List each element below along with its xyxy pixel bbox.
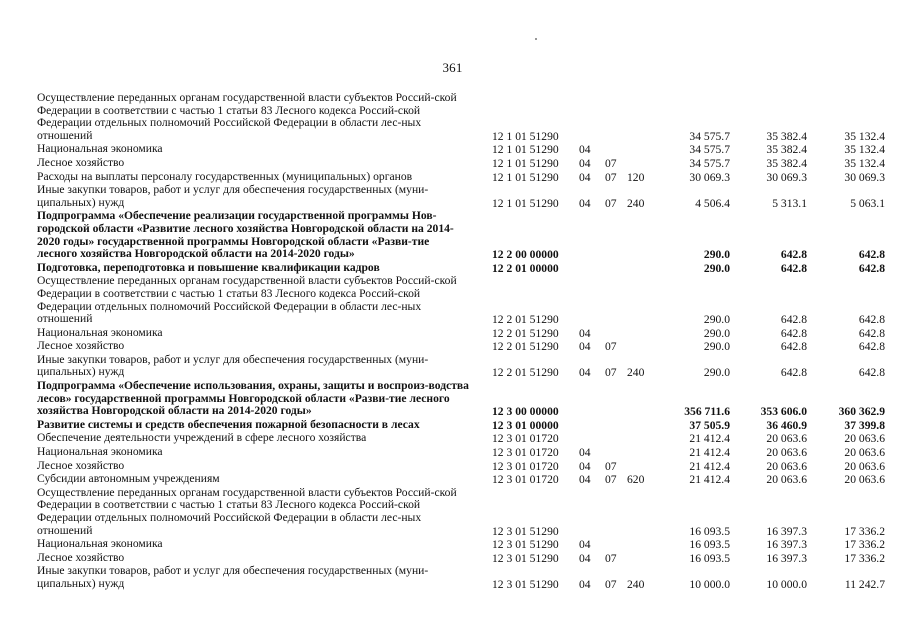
amount-year-2: 20 063.6 bbox=[766, 459, 807, 473]
subsection-code bbox=[605, 92, 627, 143]
row-name: Иные закупки товаров, работ и услуг для обеспечения государственных (муни-ципальных) нужд bbox=[37, 352, 429, 379]
amount-year-2: 16 397.3 bbox=[766, 524, 807, 538]
target-article-code: 12 2 01 51290 bbox=[492, 313, 559, 327]
subsection-code: 07 bbox=[605, 459, 617, 473]
subsection-code: 07 bbox=[605, 577, 617, 591]
amount-year-3: 20 063.6 bbox=[844, 459, 885, 473]
table-row bbox=[37, 432, 885, 446]
scan-speck bbox=[535, 38, 537, 40]
amount-year-1: 290.0 bbox=[703, 340, 730, 354]
amount-year-3: 642.8 bbox=[858, 313, 885, 327]
amount-year-1: 21 412.4 bbox=[689, 473, 730, 487]
section-code: 04 bbox=[579, 170, 591, 184]
amount-year-3: 20 063.6 bbox=[844, 473, 885, 487]
expense-type-code bbox=[627, 340, 655, 354]
section-code: 04 bbox=[579, 446, 591, 460]
row-name: Лесное хозяйство bbox=[37, 339, 125, 353]
amount-year-3: 35 132.4 bbox=[844, 129, 885, 143]
table-row bbox=[37, 354, 885, 380]
amount-year-1: 16 093.5 bbox=[689, 551, 730, 565]
target-article-code: 12 1 01 51290 bbox=[492, 143, 559, 157]
subsection-code: 07 bbox=[605, 551, 617, 565]
target-article-code: 12 1 01 51290 bbox=[492, 129, 559, 143]
expense-type-code: 620 bbox=[627, 473, 645, 487]
section-code bbox=[579, 262, 605, 276]
amount-year-3: 642.8 bbox=[858, 261, 885, 275]
amount-year-2: 642.8 bbox=[780, 366, 807, 380]
section-code bbox=[579, 210, 605, 261]
row-name: Национальная экономика bbox=[37, 537, 163, 551]
row-name: Расходы на выплаты персоналу государственных (муниципальных) органов bbox=[37, 169, 413, 183]
section-code: 04 bbox=[579, 340, 591, 354]
subsection-code bbox=[605, 262, 627, 276]
section-code: 04 bbox=[579, 366, 591, 380]
amount-year-1: 34 575.7 bbox=[689, 129, 730, 143]
table-row bbox=[37, 565, 885, 591]
subsection-code bbox=[605, 432, 627, 446]
table-row bbox=[37, 552, 885, 566]
amount-year-3: 11 242.7 bbox=[844, 577, 885, 591]
table-row bbox=[37, 460, 885, 474]
expense-type-code: 240 bbox=[627, 196, 645, 210]
target-article-code: 12 3 01 51290 bbox=[492, 551, 559, 565]
amount-year-3: 360 362.9 bbox=[838, 405, 885, 419]
table-row bbox=[37, 275, 885, 326]
amount-year-3: 5 063.1 bbox=[850, 196, 885, 210]
subsection-code bbox=[605, 143, 627, 157]
amount-year-1: 34 575.7 bbox=[689, 143, 730, 157]
amount-year-2: 642.8 bbox=[780, 340, 807, 354]
expense-type-code bbox=[627, 446, 655, 460]
amount-year-1: 21 412.4 bbox=[689, 459, 730, 473]
amount-year-1: 290.0 bbox=[703, 261, 730, 275]
amount-year-3: 642.8 bbox=[858, 340, 885, 354]
row-name: Осуществление переданных органам государственной власти субъектов Россий-ской Федерации в соответствии с частью 1 статьи 83 Лесного кодекса Россий-ской Федерации отдельных полномочий Российской Федерации в области лес-ных отношений bbox=[37, 91, 457, 142]
target-article-code: 12 1 01 51290 bbox=[492, 156, 559, 170]
expense-type-code: 240 bbox=[627, 366, 645, 380]
amount-year-3: 17 336.2 bbox=[844, 524, 885, 538]
table-row bbox=[37, 210, 885, 261]
subsection-code bbox=[605, 446, 627, 460]
amount-year-1: 16 093.5 bbox=[689, 538, 730, 552]
subsection-code: 07 bbox=[605, 156, 617, 170]
target-article-code: 12 3 01 01720 bbox=[492, 446, 559, 460]
amount-year-2: 35 382.4 bbox=[766, 129, 807, 143]
expense-type-code bbox=[627, 143, 655, 157]
amount-year-3: 30 069.3 bbox=[844, 170, 885, 184]
expense-type-code bbox=[627, 460, 655, 474]
target-article-code: 12 3 01 01720 bbox=[492, 473, 559, 487]
section-code: 04 bbox=[579, 551, 591, 565]
target-article-code: 12 3 01 01720 bbox=[492, 432, 559, 446]
row-name: Обеспечение деятельности учреждений в сфере лесного хозяйства bbox=[37, 431, 367, 445]
amount-year-3: 17 336.2 bbox=[844, 551, 885, 565]
subsection-code bbox=[605, 327, 627, 341]
amount-year-2: 10 000.0 bbox=[766, 577, 807, 591]
expense-type-code: 240 bbox=[627, 577, 645, 591]
expense-type-code bbox=[627, 275, 655, 326]
amount-year-1: 16 093.5 bbox=[689, 524, 730, 538]
table-row bbox=[37, 419, 885, 433]
amount-year-3: 20 063.6 bbox=[844, 446, 885, 460]
row-name: Национальная экономика bbox=[37, 325, 163, 339]
row-name: Осуществление переданных органам государственной власти субъектов Россий-ской Федерации в соответствии с частью 1 статьи 83 Лесного кодекса Россий-ской Федерации отдельных полномочий Российской Федерации в области лес-ных отношений bbox=[37, 274, 457, 326]
table-row bbox=[37, 184, 885, 210]
table-row bbox=[37, 538, 885, 552]
section-code bbox=[579, 419, 605, 433]
amount-year-3: 35 132.4 bbox=[844, 143, 885, 157]
amount-year-1: 290.0 bbox=[703, 326, 730, 340]
amount-year-2: 35 382.4 bbox=[766, 156, 807, 170]
amount-year-2: 353 606.0 bbox=[760, 405, 807, 419]
subsection-code bbox=[605, 210, 627, 261]
row-name: Лесное хозяйство bbox=[37, 155, 125, 169]
amount-year-1: 290.0 bbox=[703, 248, 730, 262]
expense-type-code bbox=[627, 419, 655, 433]
section-code: 04 bbox=[579, 473, 591, 487]
target-article-code: 12 2 01 51290 bbox=[492, 366, 559, 380]
page-number: 361 bbox=[442, 60, 463, 75]
table-row bbox=[37, 340, 885, 354]
amount-year-3: 642.8 bbox=[858, 326, 885, 340]
amount-year-2: 5 313.1 bbox=[772, 196, 807, 210]
amount-year-1: 21 412.4 bbox=[689, 432, 730, 446]
amount-year-1: 10 000.0 bbox=[689, 577, 730, 591]
section-code bbox=[579, 432, 605, 446]
section-code bbox=[579, 487, 605, 538]
target-article-code: 12 3 01 51290 bbox=[492, 524, 559, 538]
section-code: 04 bbox=[579, 143, 591, 157]
row-name: Иные закупки товаров, работ и услуг для обеспечения государственных (муни-ципальных) нужд bbox=[37, 183, 429, 209]
amount-year-2: 20 063.6 bbox=[766, 432, 807, 446]
amount-year-3: 35 132.4 bbox=[844, 156, 885, 170]
subsection-code: 07 bbox=[605, 340, 617, 354]
amount-year-1: 356 711.6 bbox=[684, 405, 730, 419]
amount-year-2: 642.8 bbox=[780, 313, 807, 327]
row-name: Национальная экономика bbox=[37, 142, 163, 156]
amount-year-2: 642.8 bbox=[780, 261, 807, 275]
section-code bbox=[579, 380, 605, 419]
table-row bbox=[37, 327, 885, 341]
table-row bbox=[37, 143, 885, 157]
subsection-code bbox=[605, 487, 627, 538]
target-article-code: 12 2 00 00000 bbox=[492, 248, 559, 262]
amount-year-1: 290.0 bbox=[703, 366, 730, 380]
target-article-code: 12 3 01 51290 bbox=[492, 577, 559, 591]
amount-year-2: 35 382.4 bbox=[766, 143, 807, 157]
expense-type-code bbox=[627, 552, 655, 566]
target-article-code: 12 1 01 51290 bbox=[492, 170, 559, 184]
row-name: Развитие системы и средств обеспечения пожарной безопасности в лесах bbox=[37, 417, 420, 431]
amount-year-3: 642.8 bbox=[858, 366, 885, 380]
row-name: Подпрограмма «Обеспечение использования, охраны, защиты и воспроиз-водства лесов» государственной программы Новгородской области «Разви-тие лесного хозяйства Новгородской области на 2014-2020 годы» bbox=[37, 379, 469, 418]
expense-type-code bbox=[627, 157, 655, 171]
table-row bbox=[37, 446, 885, 460]
table-row bbox=[37, 92, 885, 143]
section-code: 04 bbox=[579, 459, 591, 473]
target-article-code: 12 3 01 51290 bbox=[492, 538, 559, 552]
section-code: 04 bbox=[579, 196, 591, 210]
expense-type-code bbox=[627, 262, 655, 276]
amount-year-2: 642.8 bbox=[780, 326, 807, 340]
amount-year-2: 20 063.6 bbox=[766, 473, 807, 487]
expense-type-code bbox=[627, 92, 655, 143]
expense-type-code: 120 bbox=[627, 170, 645, 184]
target-article-code: 12 1 01 51290 bbox=[492, 196, 559, 210]
expense-type-code bbox=[627, 327, 655, 341]
row-name: Подготовка, переподготовка и повышение квалификации кадров bbox=[37, 260, 380, 274]
section-code: 04 bbox=[579, 577, 591, 591]
amount-year-2: 30 069.3 bbox=[766, 170, 807, 184]
row-name: Подпрограмма «Обеспечение реализации государственной программы Нов-городской области «Развитие лесного хозяйства Новгородской области на 2014-2020 годы» государственной программы Новгородской области «Разви-тие лесного хозяйства Новгородской области на 2014-2020 годы» bbox=[37, 209, 454, 261]
subsection-code bbox=[605, 380, 627, 419]
amount-year-3: 20 063.6 bbox=[844, 432, 885, 446]
amount-year-3: 37 399.8 bbox=[844, 418, 885, 432]
amount-year-1: 21 412.4 bbox=[689, 446, 730, 460]
section-code: 04 bbox=[579, 156, 591, 170]
amount-year-1: 4 506.4 bbox=[695, 196, 730, 210]
amount-year-1: 34 575.7 bbox=[689, 156, 730, 170]
subsection-code bbox=[605, 538, 627, 552]
section-code: 04 bbox=[579, 538, 591, 552]
amount-year-2: 642.8 bbox=[780, 248, 807, 262]
amount-year-1: 37 505.9 bbox=[689, 418, 730, 432]
target-article-code: 12 3 01 01720 bbox=[492, 459, 559, 473]
section-code bbox=[579, 92, 605, 143]
amount-year-3: 17 336.2 bbox=[844, 538, 885, 552]
amount-year-2: 36 460.9 bbox=[766, 418, 807, 432]
subsection-code bbox=[605, 419, 627, 433]
amount-year-2: 16 397.3 bbox=[766, 538, 807, 552]
subsection-code: 07 bbox=[605, 196, 617, 210]
row-name: Лесное хозяйство bbox=[37, 550, 125, 564]
expense-type-code bbox=[627, 210, 655, 261]
expense-type-code bbox=[627, 432, 655, 446]
budget-table bbox=[37, 92, 885, 592]
row-name: Субсидии автономным учреждениям bbox=[37, 472, 220, 486]
expense-type-code bbox=[627, 487, 655, 538]
amount-year-1: 290.0 bbox=[703, 313, 730, 327]
target-article-code: 12 2 01 51290 bbox=[492, 340, 559, 354]
table-row bbox=[37, 171, 885, 185]
expense-type-code bbox=[627, 380, 655, 419]
subsection-code: 07 bbox=[605, 170, 617, 184]
subsection-code: 07 bbox=[605, 473, 617, 487]
amount-year-1: 30 069.3 bbox=[689, 170, 730, 184]
table-row bbox=[37, 380, 885, 419]
table-body bbox=[37, 92, 885, 592]
subsection-code: 07 bbox=[605, 366, 617, 380]
expense-type-code bbox=[627, 538, 655, 552]
row-name: Иные закупки товаров, работ и услуг для обеспечения государственных (муни-ципальных) нужд bbox=[37, 564, 429, 590]
target-article-code: 12 2 01 51290 bbox=[492, 326, 559, 340]
section-code: 04 bbox=[579, 326, 591, 340]
section-code bbox=[579, 275, 605, 326]
row-name: Осуществление переданных органам государственной власти субъектов Россий-ской Федерации в соответствии с частью 1 статьи 83 Лесного кодекса Россий-ской Федерации отдельных полномочий Российской Федерации в области лес-ных отношений bbox=[37, 485, 457, 537]
amount-year-2: 20 063.6 bbox=[766, 446, 807, 460]
row-name: Лесное хозяйство bbox=[37, 458, 125, 472]
subsection-code bbox=[605, 275, 627, 326]
amount-year-3: 642.8 bbox=[858, 248, 885, 262]
table-row bbox=[37, 157, 885, 171]
table-row bbox=[37, 473, 885, 487]
row-name: Национальная экономика bbox=[37, 445, 163, 459]
amount-year-2: 16 397.3 bbox=[766, 551, 807, 565]
target-article-code: 12 3 00 00000 bbox=[492, 405, 559, 419]
target-article-code: 12 3 01 00000 bbox=[492, 418, 559, 432]
table-row bbox=[37, 487, 885, 538]
target-article-code: 12 2 01 00000 bbox=[492, 261, 559, 275]
table-row bbox=[37, 262, 885, 276]
